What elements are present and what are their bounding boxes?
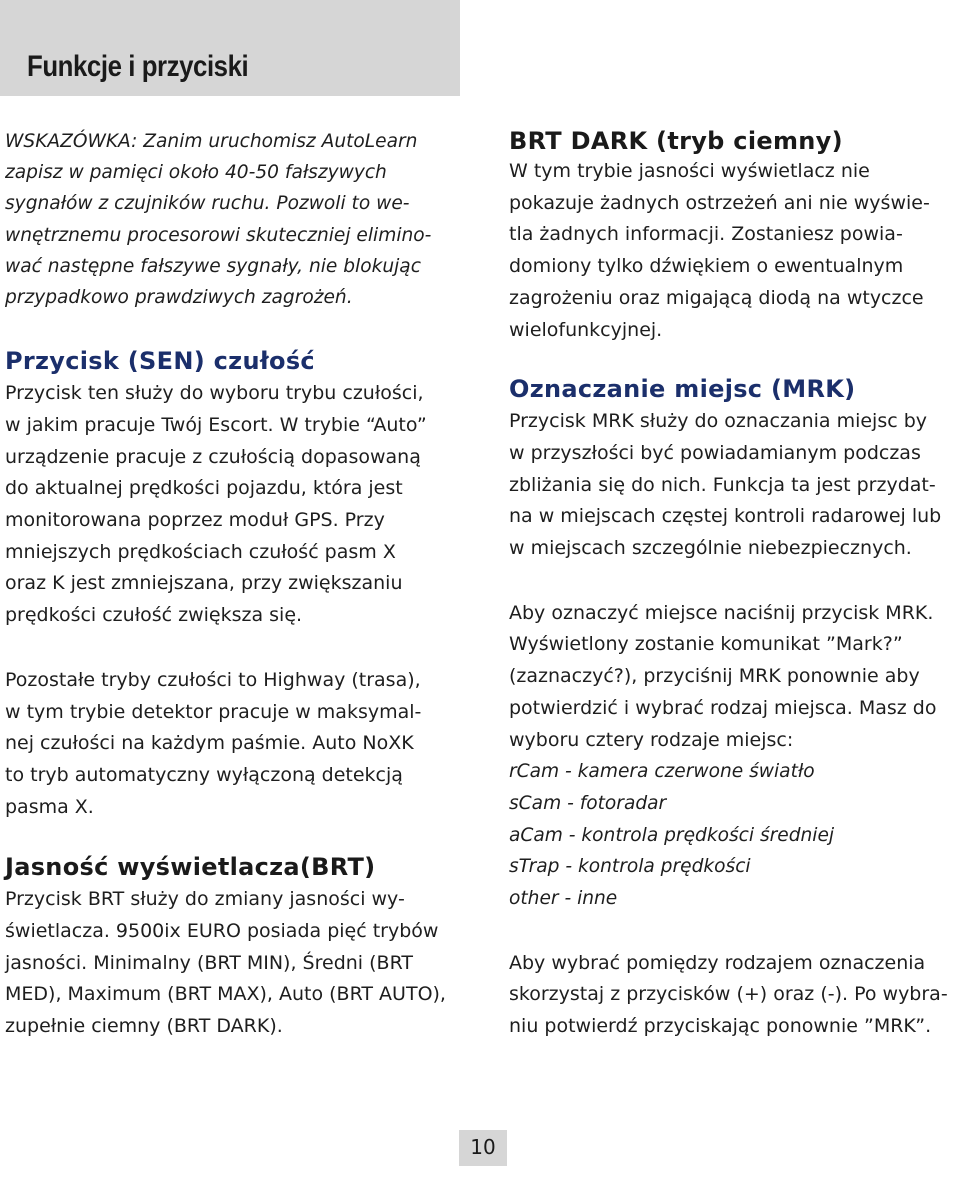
autolearn-tip xyxy=(5,126,457,313)
list-item: sTrap - kontrola prędkości xyxy=(509,856,751,878)
list-item: sCam - fotoradar xyxy=(509,792,667,814)
mrk-paragraph xyxy=(509,406,960,565)
list-item: aCam - kontrola prędkości średniej xyxy=(509,824,835,846)
page-title: Funkcje i przyciski xyxy=(27,50,249,83)
text-line: to tryb automatyczny wyłączoną detekcją xyxy=(5,763,403,786)
text-line: w przyszłości być powiadamianym podczas xyxy=(509,441,921,464)
text-line: Pozostałe tryby czułości to Highway (trasa), xyxy=(5,668,421,691)
brt-paragraph xyxy=(5,884,457,1043)
brt-dark-heading: BRT DARK (tryb ciemny) xyxy=(509,127,843,155)
modes-paragraph xyxy=(5,665,457,824)
text-line: w miejscach szczególnie niebezpiecznych. xyxy=(509,537,912,560)
text-line: tla żadnych informacji. Zostaniesz powia- xyxy=(509,223,903,246)
text-line: jasności. Minimalny (BRT MIN), Średni (BRT xyxy=(5,951,413,974)
text-line: mniejszych prędkościach czułość pasm X xyxy=(5,540,396,563)
text-line: W tym trybie jasności wyświetlacz nie xyxy=(509,160,870,182)
text-line: MED), Maximum (BRT MAX), Auto (BRT AUTO), xyxy=(5,983,446,1006)
text-line: pasma X. xyxy=(5,795,94,818)
text-line: zapisz w pamięci około 40-50 fałszywych xyxy=(5,162,387,184)
text-line: niu potwierdź przyciskając ponownie ”MRK”. xyxy=(509,1015,932,1038)
text-line: pokazuje żadnych ostrzeżeń ani nie wyświe- xyxy=(509,191,930,214)
text-line: wyboru cztery rodzaje miejsc: xyxy=(509,728,794,751)
text-line: Przycisk MRK służy do oznaczania miejsc by xyxy=(509,410,928,433)
text-line: oraz K jest zmniejszana, przy zwiększaniu xyxy=(5,572,403,595)
text-line: potwierdzić i wybrać rodzaj miejsca. Masz do xyxy=(509,696,937,719)
sen-paragraph xyxy=(5,378,457,632)
text-line: przypadkowo prawdziwych zagrożeń. xyxy=(5,287,353,309)
text-line: Przycisk BRT służy do zmiany jasności wy- xyxy=(5,888,405,911)
text-line: wnętrznemu procesorowi skuteczniej elimino- xyxy=(5,224,432,246)
text-line: Aby wybrać pomiędzy rodzajem oznaczenia xyxy=(509,951,926,974)
select-paragraph xyxy=(509,948,960,1043)
sen-heading: Przycisk (SEN) czułość xyxy=(5,347,315,376)
brt-dark-paragraph xyxy=(509,156,960,346)
list-item: rCam - kamera czerwone światło xyxy=(509,761,815,783)
text-line: Przycisk ten służy do wyboru trybu czułości, xyxy=(5,382,424,405)
left-column xyxy=(5,126,457,1043)
text-line: monitorowana poprzez moduł GPS. Przy xyxy=(5,509,385,532)
right-column xyxy=(509,126,960,1043)
mrk-heading: Oznaczanie miejsc (MRK) xyxy=(509,375,856,404)
text-line: na w miejscach częstej kontroli radarowej lub xyxy=(509,505,942,528)
text-line: domiony tylko dźwiękiem o ewentualnym xyxy=(509,255,904,278)
text-line: wielofunkcyjnej. xyxy=(509,318,663,341)
text-line: urządzenie pracuje z czułością dopasowaną xyxy=(5,445,421,468)
text-line: w tym trybie detektor pracuje w maksymal- xyxy=(5,700,422,723)
place-types-list xyxy=(509,756,960,915)
text-line: nej czułości na każdym paśmie. Auto NoXK xyxy=(5,732,414,755)
text-line: do aktualnej prędkości pojazdu, która jest xyxy=(5,477,403,500)
mark-paragraph xyxy=(509,598,960,757)
text-line: w jakim pracuje Twój Escort. W trybie “Auto” xyxy=(5,413,427,436)
list-item: other - inne xyxy=(509,888,618,910)
brt-heading: Jasność wyświetlacza(BRT) xyxy=(5,853,376,882)
text-line: WSKAZÓWKA: Zanim uruchomisz AutoLearn xyxy=(5,131,418,152)
page-number: 10 xyxy=(470,1135,496,1159)
text-line: zupełnie ciemny (BRT DARK). xyxy=(5,1015,283,1038)
text-line: zbliżania się do nich. Funkcja ta jest przydat- xyxy=(509,473,936,496)
text-line: świetlacza. 9500ix EURO posiada pięć trybów xyxy=(5,920,439,943)
text-line: Wyświetlony zostanie komunikat ”Mark?” xyxy=(509,633,903,656)
page-number-box xyxy=(459,1130,507,1166)
text-line: (zaznaczyć?), przyciśnij MRK ponownie aby xyxy=(509,665,920,688)
text-line: wać następne fałszywe sygnały, nie blokując xyxy=(5,255,421,277)
text-line: Aby oznaczyć miejsce naciśnij przycisk MRK. xyxy=(509,601,934,624)
text-line: prędkości czułość zwiększa się. xyxy=(5,604,303,627)
text-line: skorzystaj z przycisków (+) oraz (-). Po wybra- xyxy=(509,983,948,1006)
text-line: zagrożeniu oraz migającą diodą na wtyczce xyxy=(509,286,924,309)
text-line: sygnałów z czujników ruchu. Pozwoli to we- xyxy=(5,193,410,215)
